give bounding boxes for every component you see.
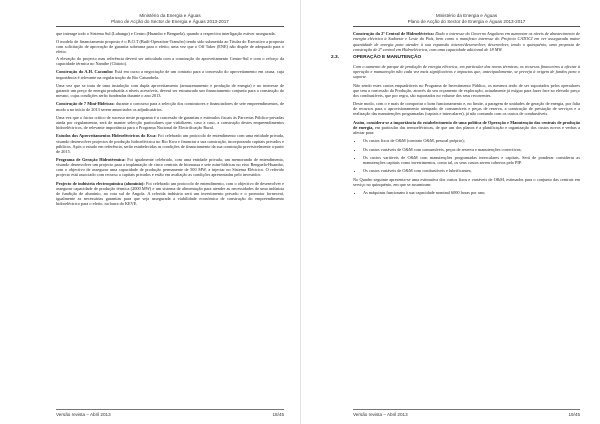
paragraph: O modelo de financiamento proposto é o B.O.T (Built-Operation-Transfer) tendo sido submetida ao Titular do Executivo a proposta com solicitação de aprovação de garantia soberana para o efeito, uma vez que o Off Taker (ENE) não dispõe de adequado para o efeito. (56, 38, 284, 54)
paragraph (353, 64, 580, 79)
footer-version: Versão revista – Abril 2013 (56, 412, 111, 417)
header-plan: Plano de Acção do Sector de Energia e Águas 2013-2017 (407, 19, 526, 25)
page-body (56, 31, 284, 205)
footer-version: Versão revista – Abril 2013 (353, 412, 408, 417)
list-item: • Os custos variáveis de O&M com manutenções programadas intercalares e capitais. Será de ponderar considerar as manutenções capitais como investimentos, como tal, os seus custos serem cobertos pelo PIP. (363, 155, 580, 165)
list-item: • Os custos fixos de O&M (contrato O&M, pessoal próprio); (363, 138, 580, 143)
paragraph-text: Foi igualmente celebrado, com uma entidade privada, um memorando de entendimento, visando desenvolver um projecto para a implantação de cinco centrais de biomassa e sete mini-hídricas no eixo Benguela-Huambo, com o objectivo de assegurar uma capacidade de produção permanente de 500 MW, a injectar no Sistema Eléctrico. O referido projecto está associado com recurso a capitais privados e estão em avaliação as condições apresentadas pelo investidor. (56, 157, 284, 178)
list-item: • Os custos variáveis de O&M com combustíveis e lubrificantes; (363, 168, 580, 173)
paragraph: Uma vez que se trata de uma instalação com dupla aproveitamento (armazenamento e produção de energia) e no interesse de garantir um preço de energia produzida a níveis acessíveis, deverá ser estruturado um financiamento conjunto para a construção do mesmo, cujas condições serão fundeadas durante o ano 2013. (56, 82, 284, 99)
bullet-list (353, 138, 580, 173)
header-rule (56, 26, 284, 27)
section-heading (331, 55, 580, 60)
header-plan: Plano de Acção do Sector de Energia e Águas 2013-2017 (111, 19, 229, 25)
paragraph-text: Foi celebrado um protocolo de entendimento com uma entidade privada, visando desenvolver projectos de produção hidroeléctrica no Rio Kwa e financiar a sua construção, incorporando capitais privados e públicos. Após o estudo em referência, serão estabelecidas as condições de financiamento da sua construção previsivelmente a partir de 2015. (56, 133, 285, 154)
paragraph (56, 133, 284, 153)
paragraph-lead: Projecto de indústria electroquímica (alumínio): (56, 180, 145, 186)
paragraph-text: Dado o interesse do Governo Angolano em aumentar os níveis de abastecimento de energia eléctrica à Sudoeste e Leste do País, bem como o manifesto interesse do Projecto CATOCI em ver assegurada maior quantidade de energia para atender à sua expansão interno/desenvolver, desenvolver, tendo o quinquénio, uma proposta de construção de 2ª central em Hidroeléctrica, com uma capacidade adicional de 18 MW. (353, 31, 580, 52)
page-number: 19/45 (568, 412, 580, 417)
paragraph-lead: Construção de 7 Mini-Hídricas: (56, 101, 115, 107)
page-header (56, 13, 284, 25)
page-footer (56, 409, 284, 417)
bullet-list (353, 190, 580, 195)
paragraph-text: Com o aumento de parque de produção de energia eléctrica, em particular das novas térmicas, os recursos financeiros a afectar à operação e manutenção não cada vez mais significativos e impactos que, antecipadamente, se preveja à origem de fundos para o suporte. (353, 63, 580, 80)
paragraph-lead: Assim, considera-se a importância do estabelecimento de uma política de Operação e Manutenção das centrais de produção de energia, (353, 119, 580, 130)
section-title: OPERAÇÃO E MANUTENÇÃO (353, 54, 422, 60)
header-ministry: Ministério da Energia e Águas (435, 13, 498, 18)
list-item: • Os custos variáveis de O&M com consumíveis, peças de reserva e manutenções correctivas; (363, 147, 580, 152)
paragraph-text: Foi celebrado um protocolo de entendimento, com o objectivo de desenvolver e assegurar capacidade de produção térmica (2000 MW) e um sistema de alimentação para atender as necessidades de uma indústria de fundição de alumínio, na cota sul de Angola. A referida indústria será um investimento privado e o promotor fornecerá, igualmente as necessárias garantias para que seja assegurada a viabilidade económica de construção do empreendimento hidroeléctrico para o efeito, na barra do KEVE. (56, 180, 284, 206)
paragraph: A elevação do projecto mas referência deverá ser articulada com a construção do aproveitamento Centro-Sul e com o reforço da capacidade térmica no Namibe (Chitoto). (56, 55, 284, 67)
paragraph (56, 69, 284, 79)
paragraph-lead: Construção do A.H. Cacombo: (56, 69, 114, 75)
page-right (300, 0, 600, 424)
paragraph (353, 120, 580, 135)
paragraph: Uma vez que o factor crítico de sucesso neste programa é a concessão de garantias e estímulos fiscais às Parcerias Público-privadas ainda por regulamentar, será de manter selecção particulares que viabilizem, caso a caso, a construção destes empreendimentos hidroeléctricos, de relevante importância para o Programa Nacional de Electrificação Rural. (56, 114, 284, 131)
paragraph-lead: Construção da 2ª Central de Hidroeléctrica: (353, 31, 435, 37)
paragraph (56, 157, 284, 177)
page-header (353, 13, 580, 25)
paragraph: No Quadro seguinte apresenta-se uma estimativa dos custos fixos e variáveis de O&M, estimados para o conjunto das centrais em serviço no quinquénio, em que se assumiram: (353, 176, 580, 187)
paragraph-text: em particular das termoeléctricas, de que um dos planos é a planificação e organização dos custos novos e verbas a afectar para: (353, 124, 580, 135)
header-rule (353, 26, 580, 27)
paragraph (56, 101, 284, 111)
page-footer (353, 409, 580, 417)
paragraph-text: Está em curso a negociação de um contrato para a concessão do aproveitamento em causa, cuja importância é relevante na regularização do Rio Catumbela. (56, 69, 284, 80)
paragraph-lead: Estudos dos Aproveitamentos Hidroeléctricos do Kwa: (56, 133, 157, 139)
header-ministry: Ministério da Energia e Águas (139, 13, 201, 18)
section-number: 2.3. (331, 54, 340, 60)
paragraph: Deste modo, com o e mais de comportar o bom funcionamento e, no limite, a paragem de unidades de geração de energia, por falta de recursos para o aprovisionamento atempado de consumíveis e peças de reserva, a construção de prestação de serviços e a realização das manutenções programadas (captais e intercalares), já não contando com os custos de combustíveis. (353, 101, 580, 117)
paragraph: Não sendo estes custos enquadráveis no Programa de Investimento Público, os mesmos terão de ser suportados pelos operadores que tem a concessão da Produção, através do seu orçamento de exploração, actualmente já exíguo para fazer face ao elevado preço dos combustíveis, que por regra, são suportados no volume dos seus recorrentes. (353, 82, 580, 98)
paragraph-text: durante o concurso para a selecção dos construtores e financiadores de sete empreendimentos, de modo a no início de 2013 serem anunciados os adjudicatários. (56, 101, 284, 112)
paragraph: que interage todo o Sistema Sul (Lubango) e Centro (Huambo e Benguela), quando a respectiva interligação estiver assegurada. (56, 31, 276, 37)
page-number: 18/45 (272, 412, 284, 417)
paragraph-lead: Programa de Geração Hidrotérmica: (56, 157, 126, 163)
paragraph (353, 31, 580, 51)
list-item: • As máquinas funcionam à sua capacidade nominal 6000 horas por ano; (363, 190, 580, 195)
paragraph (56, 181, 284, 206)
page-body (331, 31, 580, 196)
